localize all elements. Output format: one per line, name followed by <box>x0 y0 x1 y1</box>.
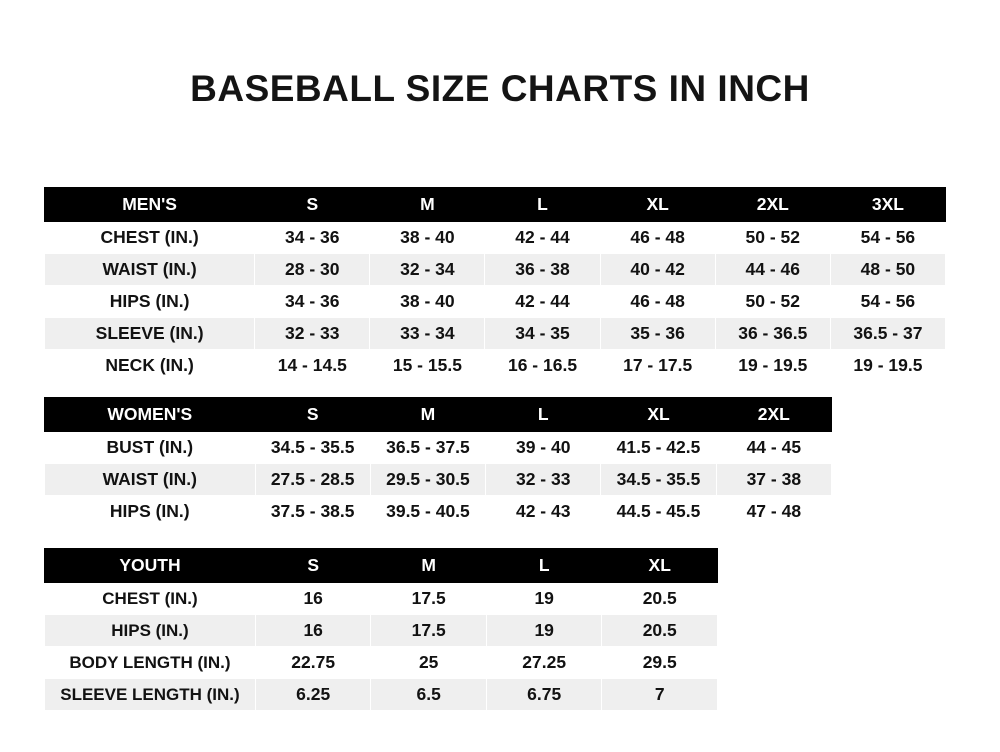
table-row <box>45 432 832 464</box>
row-label: HIPS (IN.) <box>45 496 256 528</box>
table-cell: 34 - 35 <box>485 318 600 350</box>
table-cell: 34 - 36 <box>255 286 370 318</box>
header-cell: M <box>371 549 487 583</box>
header-cell: S <box>255 549 371 583</box>
table-cell: 36.5 - 37 <box>830 318 945 350</box>
table-cell: 35 - 36 <box>600 318 715 350</box>
table-cell: 39 - 40 <box>486 432 601 464</box>
table-cell: 33 - 34 <box>370 318 485 350</box>
table-cell: 29.5 - 30.5 <box>370 464 485 496</box>
table-cell: 36 - 38 <box>485 254 600 286</box>
table-cell: 39.5 - 40.5 <box>370 496 485 528</box>
table-cell: 44 - 46 <box>715 254 830 286</box>
table-row <box>45 583 718 615</box>
table-cell: 6.25 <box>255 679 371 711</box>
mens-size-chart <box>44 187 946 382</box>
table-cell: 27.25 <box>486 647 602 679</box>
table-cell: 32 - 33 <box>255 318 370 350</box>
table-cell: 37 - 38 <box>716 464 831 496</box>
table-cell: 41.5 - 42.5 <box>601 432 716 464</box>
table-cell: 38 - 40 <box>370 222 485 254</box>
header-cell: M <box>370 398 485 432</box>
table-cell: 19 <box>486 583 602 615</box>
table-cell: 16 - 16.5 <box>485 350 600 382</box>
header-cell: M <box>370 188 485 222</box>
table-cell: 32 - 34 <box>370 254 485 286</box>
table-cell: 54 - 56 <box>830 222 945 254</box>
table-cell: 42 - 43 <box>486 496 601 528</box>
table-cell: 19 - 19.5 <box>830 350 945 382</box>
row-label: BODY LENGTH (IN.) <box>45 647 256 679</box>
table-cell: 38 - 40 <box>370 286 485 318</box>
table-cell: 46 - 48 <box>600 286 715 318</box>
header-cell: WOMEN'S <box>45 398 256 432</box>
table-cell: 22.75 <box>255 647 371 679</box>
header-cell: XL <box>601 398 716 432</box>
table-cell: 44 - 45 <box>716 432 831 464</box>
table-cell: 7 <box>602 679 718 711</box>
table-cell: 36.5 - 37.5 <box>370 432 485 464</box>
table-cell: 6.5 <box>371 679 487 711</box>
row-label: WAIST (IN.) <box>45 464 256 496</box>
table-cell: 32 - 33 <box>486 464 601 496</box>
table-row <box>45 464 832 496</box>
header-cell: YOUTH <box>45 549 256 583</box>
row-label: SLEEVE LENGTH (IN.) <box>45 679 256 711</box>
table-cell: 34 - 36 <box>255 222 370 254</box>
row-label: WAIST (IN.) <box>45 254 255 286</box>
header-cell: L <box>485 188 600 222</box>
table-cell: 19 <box>486 615 602 647</box>
table-row <box>45 679 718 711</box>
table-cell: 27.5 - 28.5 <box>255 464 370 496</box>
table-cell: 50 - 52 <box>715 222 830 254</box>
header-cell: XL <box>602 549 718 583</box>
header-cell: S <box>255 398 370 432</box>
row-label: BUST (IN.) <box>45 432 256 464</box>
header-cell: 3XL <box>830 188 945 222</box>
table-row <box>45 254 946 286</box>
table-cell: 44.5 - 45.5 <box>601 496 716 528</box>
table-cell: 17 - 17.5 <box>600 350 715 382</box>
table-cell: 15 - 15.5 <box>370 350 485 382</box>
table-cell: 47 - 48 <box>716 496 831 528</box>
table-cell: 16 <box>255 615 371 647</box>
header-cell: MEN'S <box>45 188 255 222</box>
page-title: BASEBALL SIZE CHARTS IN INCH <box>190 68 810 109</box>
header-cell: XL <box>600 188 715 222</box>
row-label: NECK (IN.) <box>45 350 255 382</box>
header-cell: 2XL <box>716 398 831 432</box>
row-label: HIPS (IN.) <box>45 286 255 318</box>
table-cell: 19 - 19.5 <box>715 350 830 382</box>
youth-size-chart <box>44 548 718 711</box>
womens-size-chart <box>44 397 832 528</box>
row-label: CHEST (IN.) <box>45 583 256 615</box>
table-cell: 17.5 <box>371 615 487 647</box>
table-cell: 37.5 - 38.5 <box>255 496 370 528</box>
header-cell: 2XL <box>715 188 830 222</box>
table-header-row <box>45 188 946 222</box>
table-cell: 20.5 <box>602 583 718 615</box>
table-row <box>45 286 946 318</box>
row-label: SLEEVE (IN.) <box>45 318 255 350</box>
row-label: CHEST (IN.) <box>45 222 255 254</box>
table-row <box>45 496 832 528</box>
table-header-row <box>45 398 832 432</box>
table-cell: 50 - 52 <box>715 286 830 318</box>
table-cell: 34.5 - 35.5 <box>255 432 370 464</box>
table-cell: 16 <box>255 583 371 615</box>
table-row <box>45 647 718 679</box>
header-cell: L <box>486 549 602 583</box>
table-cell: 17.5 <box>371 583 487 615</box>
table-cell: 20.5 <box>602 615 718 647</box>
table-row <box>45 318 946 350</box>
table-cell: 48 - 50 <box>830 254 945 286</box>
table-cell: 36 - 36.5 <box>715 318 830 350</box>
row-label: HIPS (IN.) <box>45 615 256 647</box>
table-cell: 34.5 - 35.5 <box>601 464 716 496</box>
table-cell: 46 - 48 <box>600 222 715 254</box>
table-cell: 40 - 42 <box>600 254 715 286</box>
table-cell: 28 - 30 <box>255 254 370 286</box>
table-row <box>45 222 946 254</box>
table-header-row <box>45 549 718 583</box>
table-row <box>45 615 718 647</box>
table-cell: 29.5 <box>602 647 718 679</box>
table-cell: 42 - 44 <box>485 286 600 318</box>
header-cell: S <box>255 188 370 222</box>
header-cell: L <box>486 398 601 432</box>
table-cell: 6.75 <box>486 679 602 711</box>
table-cell: 25 <box>371 647 487 679</box>
table-cell: 54 - 56 <box>830 286 945 318</box>
table-row <box>45 350 946 382</box>
table-cell: 14 - 14.5 <box>255 350 370 382</box>
table-cell: 42 - 44 <box>485 222 600 254</box>
